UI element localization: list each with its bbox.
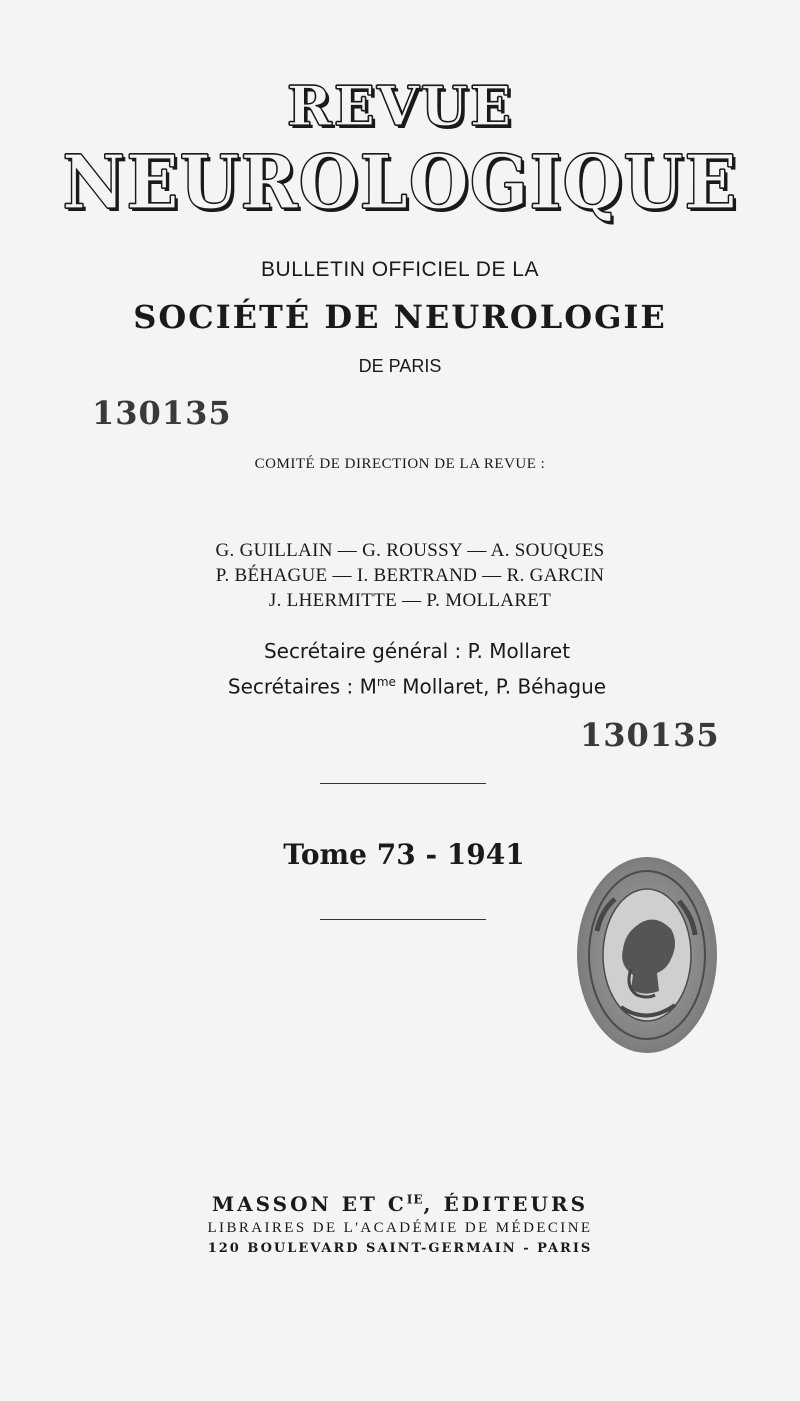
society-city: DE PARIS bbox=[358, 356, 442, 376]
journal-title-neurologique: NEUROLOGIQUE bbox=[62, 140, 738, 226]
inventory-stamp-right: 130135 bbox=[580, 716, 720, 754]
volume-year: Tome 73 - 1941 bbox=[283, 838, 525, 871]
publisher-name: MASSON ET $C^{IE}$, ÉDITEURS bbox=[211, 1192, 589, 1216]
committee-member-line: J. LHERMITTE — P. MOLLARET bbox=[268, 590, 552, 611]
divider-bottom bbox=[320, 919, 486, 920]
bulletin-line: BULLETIN OFFICIEL DE LA bbox=[261, 258, 539, 281]
committee-heading: COMITÉ DE DIRECTION DE LA REVUE : bbox=[254, 456, 546, 472]
committee-member-line: G. GUILLAIN — G. ROUSSY — A. SOUQUES bbox=[215, 540, 605, 561]
inventory-stamp-left: 130135 bbox=[92, 394, 232, 432]
committee-member-line: P. BÉHAGUE — I. BERTRAND — R. GARCIN bbox=[215, 565, 605, 586]
divider-top bbox=[320, 783, 486, 784]
publisher-address: 120 BOULEVARD SAINT-GERMAIN - PARIS bbox=[207, 1241, 593, 1256]
secretaries-line: Secrétaires : $M^{me}$ Mollaret, P. Béhague bbox=[227, 674, 607, 699]
publisher-block bbox=[0, 1192, 800, 1256]
seal-portrait-icon bbox=[577, 857, 717, 1053]
publisher-affiliation: LIBRAIRES DE L'ACADÉMIE DE MÉDECINE bbox=[207, 1220, 593, 1236]
library-seal-stamp bbox=[577, 857, 717, 1053]
secretaries-block bbox=[0, 636, 800, 703]
secretary-general: Secrétaire général : P. Mollaret bbox=[263, 639, 571, 663]
committee-members bbox=[0, 538, 800, 613]
society-name: SOCIÉTÉ DE NEUROLOGIE bbox=[133, 298, 667, 336]
journal-title-revue: REVUE bbox=[286, 74, 514, 138]
